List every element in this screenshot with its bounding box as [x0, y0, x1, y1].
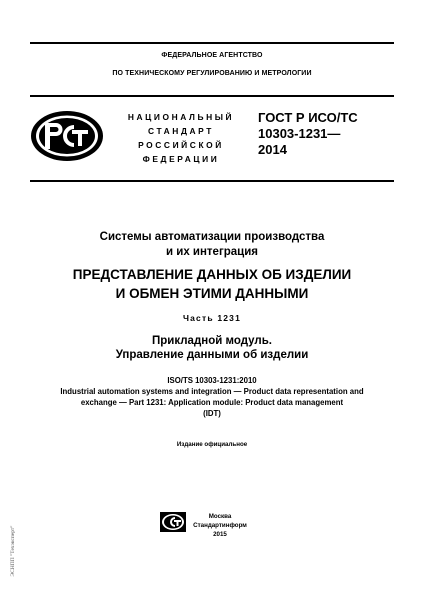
standard-word-2: СТАНДАРТ [148, 126, 214, 136]
english-title-line-2: exchange — Part 1231: Application module: Product data management [80, 398, 344, 407]
publisher-block [190, 512, 250, 539]
agency-line-1: ФЕДЕРАЛЬНОЕ АГЕНТСТВО [161, 52, 263, 59]
publisher-year: 2015 [213, 531, 227, 538]
rst-logo-icon [30, 110, 104, 162]
publisher-city: Москва [208, 513, 232, 520]
designation-line-3: 2014 [258, 142, 287, 157]
publisher-name: Стандартинформ [193, 522, 247, 529]
subtitle-line-1: Прикладной модуль. [152, 335, 272, 347]
standard-title-block [118, 110, 244, 166]
side-watermark: ЭСНПП "Техэксперт" [10, 525, 16, 577]
title-line-1: Системы автоматизации производства [99, 231, 325, 243]
publisher-logo-icon [160, 512, 186, 532]
english-title-line-3: (IDT) [203, 409, 221, 418]
iso-reference: ISO/TS 10303-1231:2010 [167, 376, 257, 385]
edition-label: Издание официальное [176, 441, 248, 448]
title-line-2: и их интеграция [165, 246, 259, 258]
designation-line-2: 10303-1231— [258, 126, 341, 141]
agency-line-2: ПО ТЕХНИЧЕСКОМУ РЕГУЛИРОВАНИЮ И МЕТРОЛОГИИ [112, 70, 312, 77]
top-rule [30, 42, 394, 44]
standard-rule [30, 180, 394, 182]
main-title-line-1: ПРЕДСТАВЛЕНИЕ ДАННЫХ ОБ ИЗДЕЛИИ [72, 267, 352, 282]
subtitle-line-2: Управление данными об изделии [115, 349, 309, 361]
header-rule [30, 95, 394, 97]
standard-designation [258, 110, 358, 158]
standard-word-3: РОССИЙСКОЙ [138, 140, 224, 150]
english-title-line-1: Industrial automation systems and integration — Product data representation and [60, 387, 364, 396]
designation-line-1: ГОСТ Р ИСО/ТС [258, 110, 358, 125]
standard-word-1: НАЦИОНАЛЬНЫЙ [127, 112, 235, 122]
main-title-line-2: И ОБМЕН ЭТИМИ ДАННЫМИ [115, 286, 309, 301]
part-number: Часть 1231 [182, 313, 242, 323]
standard-word-4: ФЕДЕРАЦИИ [142, 154, 220, 164]
